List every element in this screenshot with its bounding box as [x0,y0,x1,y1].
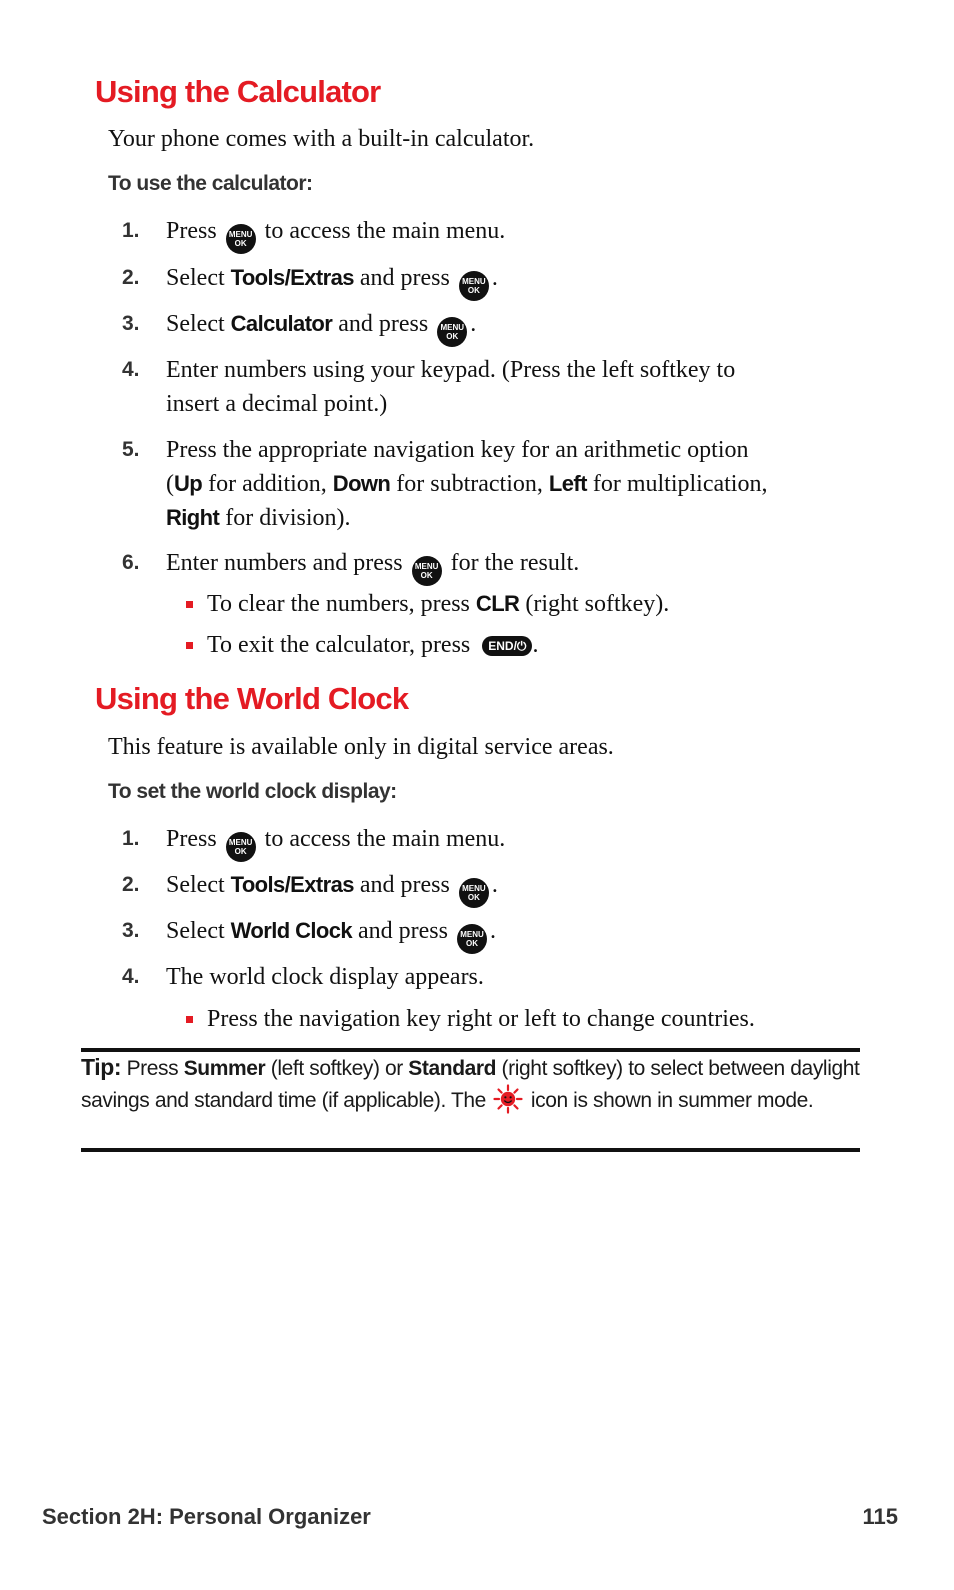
menu-term-calculator: Calculator [230,311,333,336]
step-text: Select Tools/Extras and press MENU OK . [166,261,846,301]
menu-term-tools-extras: Tools/Extras [230,265,354,290]
calculator-intro: Your phone comes with a built-in calculator. [108,126,535,152]
step-number: 5. [122,438,140,461]
step-number: 1. [122,827,140,850]
step-text [166,214,846,254]
footer-page-number: 115 [862,1504,898,1529]
menu-ok-key-icon: MENU OK [459,271,489,301]
worldclock-intro: This feature is available only in digital service areas. [108,734,614,760]
step-number: 2. [122,266,140,289]
step-text: Enter numbers and press MENU OK for the result. [166,546,846,586]
footer-section-title: Section 2H: Personal Organizer [42,1504,371,1529]
menu-ok-key-icon: MENU OK [226,224,256,254]
step-text: Select World Clock and press MENU OK . [166,914,846,954]
softkey-standard: Standard [408,1057,497,1080]
step-text-part: to access the main menu. [258,218,506,244]
menu-term-world-clock: World Clock [230,918,352,943]
step-text: Select Calculator and press MENU OK . [166,307,846,347]
menu-ok-key-icon: MENU OK [437,317,467,347]
worldclock-heading: Using the World Clock [95,681,409,716]
menu-ok-key-icon: MENU OK [412,556,442,586]
worldclock-subhead: To set the world clock display: [108,780,397,803]
nav-key-right: Right [166,505,220,530]
tip-top-rule [81,1048,860,1052]
calculator-heading: Using the Calculator [95,74,381,109]
bullet-square-icon [186,1016,193,1023]
step-text: Press MENU OK to access the main menu. [166,822,846,862]
step-text: Select Tools/Extras and press MENU OK . [166,868,846,908]
nav-key-left: Left [548,471,587,496]
tip-bottom-rule [81,1148,860,1152]
bullet-square-icon [186,642,193,649]
step-number: 4. [122,358,140,381]
step-text: Enter numbers using your keypad. (Press the left softkey to insert a decimal point.) [166,357,736,417]
tip-label: Tip: [81,1054,122,1080]
bullet-text: To exit the calculator, press END/⏻ . [207,632,539,658]
step-number: 2. [122,873,140,896]
step-number: 4. [122,965,140,988]
menu-ok-key-icon: MENU OK [459,878,489,908]
softkey-summer: Summer [183,1057,266,1080]
step-number: 3. [122,312,140,335]
menu-ok-key-icon: MENU OK [457,924,487,954]
step-text: Press the appropriate navigation key for an arithmetic option (Up for addition, Down for subtraction, Left for multiplication, Right for division). [166,437,768,531]
tip-box: Tip: Press Summer (left softkey) or Standard (right softkey) to select between daylight savings and standard time (if applicable). The icon is shown in summer mode. [81,1054,860,1112]
sun-icon [493,1084,523,1114]
bullet-text: Press the navigation key right or left to change countries. [207,1006,755,1032]
calculator-subhead: To use the calculator: [108,172,313,195]
nav-key-down: Down [332,471,391,496]
end-key-icon: END/⏻ [482,636,532,656]
menu-ok-key-icon: MENU OK [226,832,256,862]
nav-key-up: Up [174,471,203,496]
step-number: 3. [122,919,140,942]
step-number: 6. [122,551,140,574]
softkey-clr: CLR [475,591,520,616]
step-text-part: Press [166,218,223,244]
step-number: 1. [122,219,140,242]
step-text: The world clock display appears. [166,964,484,990]
menu-term-tools-extras: Tools/Extras [230,872,354,897]
bullet-square-icon [186,601,193,608]
bullet-text: To clear the numbers, press CLR (right softkey). [207,591,670,617]
